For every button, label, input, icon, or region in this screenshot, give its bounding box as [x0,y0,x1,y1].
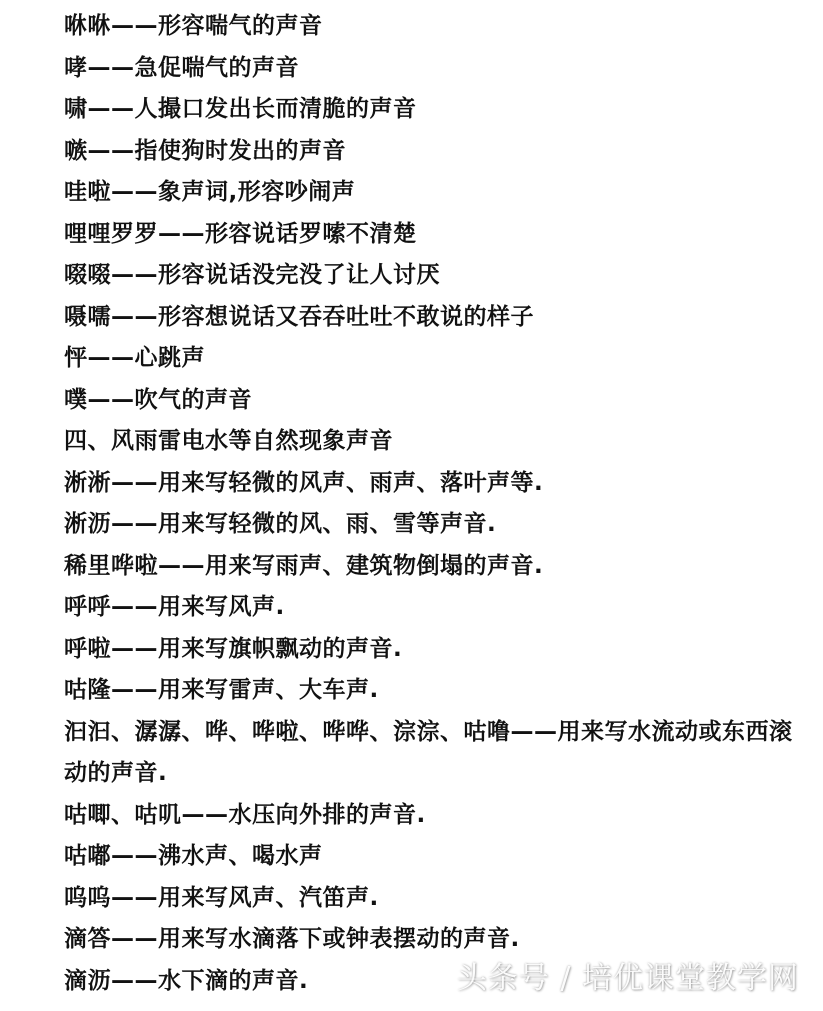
text-line: 咕隆——用来写雷声、大车声. [64,677,379,703]
text-line: 淅淅——用来写轻微的风声、雨声、落叶声等. [64,469,544,496]
text-line: 咕嘟——沸水声、喝水声 [64,843,323,869]
text-line: 咻咻——形容喘气的声音 [64,13,323,39]
text-line: 嗾——指使狗时发出的声音 [64,137,346,164]
text-line: 咕唧、咕叽——水压向外排的声音. [64,801,426,828]
text-line-wrapped: 汩汩、潺潺、哗、哗啦、哗哗、淙淙、咕噜——用来写水流动或东西滚动的声音. [64,718,793,786]
text-line: 怦——心跳声 [64,345,205,371]
text-line: 稀里哗啦——用来写雨声、建筑物倒塌的声音. [64,552,544,579]
text-line: 嗫嚅——形容想说话又吞吞吐吐不敢说的样子 [64,303,534,330]
watermark: 头条号 / 培优课堂教学网 [456,961,799,996]
text-line: 滴答——用来写水滴落下或钟表摆动的声音. [64,926,520,952]
text-line: 啜啜——形容说话没完没了让人讨厌 [64,262,440,288]
text-line: 呼呼——用来写风声. [64,594,285,620]
document-body [64,6,804,1002]
text-line: 滴沥——水下滴的声音. [64,967,309,994]
text-line: 呜呜——用来写风声、汽笛声. [64,884,379,911]
text-line: 淅沥——用来写轻微的风、雨、雪等声音. [64,511,497,537]
text-line: 啸——人撮口发出长而清脆的声音 [64,96,417,122]
text-line: 呼啦——用来写旗帜飘动的声音. [64,635,403,662]
text-line: 哇啦——象声词,形容吵闹声 [64,179,356,205]
text-line: 哮——急促喘气的声音 [64,54,299,81]
section-heading: 四、风雨雷电水等自然现象声音 [64,428,393,454]
text-line: 哩哩罗罗——形容说话罗嗦不清楚 [64,220,417,247]
text-line: 噗——吹气的声音 [64,386,252,413]
